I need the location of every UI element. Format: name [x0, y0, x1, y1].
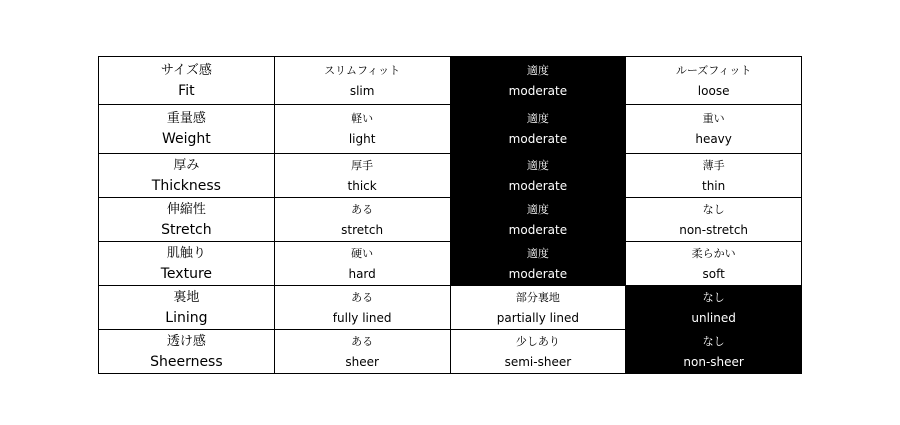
option-en: thick	[347, 178, 377, 193]
option-jp: なし	[702, 334, 725, 348]
product-spec-table	[98, 56, 802, 374]
option-en: moderate	[508, 222, 568, 237]
selected-option-cell	[626, 330, 802, 374]
row-label-en: Thickness	[151, 177, 221, 194]
row-label-en: Fit	[178, 82, 195, 99]
option-jp: なし	[702, 290, 725, 304]
option-cell	[274, 330, 450, 374]
row-label-en: Sheerness	[150, 353, 223, 370]
row-label-jp: 肌触り	[166, 245, 206, 261]
option-cell	[626, 105, 802, 154]
option-en: slim	[349, 83, 375, 98]
option-en: semi-sheer	[504, 354, 572, 369]
option-en: moderate	[508, 178, 568, 193]
row-label-en: Stretch	[161, 221, 212, 238]
option-jp: 部分裏地	[515, 290, 560, 304]
row-label-jp: 透け感	[166, 333, 206, 349]
option-cell	[450, 286, 626, 330]
option-jp: 軽い	[351, 112, 374, 125]
option-en: moderate	[508, 266, 568, 281]
option-cell	[274, 105, 450, 154]
option-cell	[626, 198, 802, 242]
row-label-cell	[99, 330, 275, 374]
option-cell	[274, 57, 450, 105]
option-jp: 適度	[526, 202, 549, 216]
row-label-jp: サイズ感	[160, 62, 212, 78]
row-label-cell	[99, 105, 275, 154]
spec-row-texture	[99, 242, 802, 286]
option-en: moderate	[508, 83, 568, 98]
spec-row-thickness	[99, 154, 802, 198]
option-en: stretch	[341, 222, 384, 237]
option-en: loose	[697, 83, 730, 98]
spec-row-weight	[99, 105, 802, 154]
row-label-cell	[99, 154, 275, 198]
option-jp: ある	[351, 202, 374, 216]
row-label-jp: 裏地	[173, 289, 200, 305]
selected-option-cell	[450, 105, 626, 154]
option-en: light	[348, 132, 376, 146]
spec-row-stretch	[99, 198, 802, 242]
option-cell	[626, 57, 802, 105]
option-jp: ある	[351, 290, 374, 304]
option-jp: 適度	[526, 158, 549, 172]
selected-option-cell	[450, 198, 626, 242]
selected-option-cell	[450, 242, 626, 286]
selected-option-cell	[626, 286, 802, 330]
option-en: thin	[702, 178, 726, 193]
option-cell	[274, 286, 450, 330]
spec-row-sheerness	[99, 330, 802, 374]
option-en: unlined	[691, 310, 736, 325]
spec-row-lining	[99, 286, 802, 330]
option-jp: 少しあり	[515, 334, 560, 348]
option-cell	[274, 198, 450, 242]
row-label-cell	[99, 198, 275, 242]
row-label-cell	[99, 286, 275, 330]
selected-option-cell	[450, 57, 626, 105]
option-jp: 薄手	[702, 158, 725, 172]
option-en: hard	[348, 266, 376, 281]
option-en: moderate	[508, 132, 568, 146]
row-label-cell	[99, 242, 275, 286]
option-cell	[274, 154, 450, 198]
option-jp: ルーズフィット	[675, 63, 752, 77]
option-jp: 適度	[526, 246, 549, 260]
option-cell	[626, 154, 802, 198]
option-en: sheer	[345, 354, 379, 369]
option-jp: なし	[702, 202, 725, 216]
selected-option-cell	[450, 154, 626, 198]
option-en: soft	[702, 266, 725, 281]
row-label-cell	[99, 57, 275, 105]
option-cell	[450, 330, 626, 374]
option-cell	[274, 242, 450, 286]
row-label-en: Weight	[161, 131, 211, 147]
row-label-jp: 厚み	[173, 157, 200, 173]
option-jp: 適度	[526, 112, 549, 125]
option-jp: スリムフィット	[324, 63, 401, 77]
option-cell	[626, 242, 802, 286]
option-jp: ある	[351, 334, 374, 348]
row-label-en: Lining	[165, 309, 208, 326]
spec-row-fit	[99, 57, 802, 105]
row-label-jp: 伸縮性	[166, 201, 206, 217]
option-en: fully lined	[332, 310, 392, 325]
option-en: non-sheer	[683, 354, 744, 369]
option-jp: 適度	[526, 63, 549, 77]
option-jp: 柔らかい	[691, 246, 736, 260]
option-en: heavy	[695, 132, 732, 146]
option-jp: 硬い	[351, 246, 374, 260]
row-label-en: Texture	[160, 265, 212, 282]
option-en: non-stretch	[679, 222, 749, 237]
option-en: partially lined	[496, 310, 579, 325]
option-jp: 厚手	[351, 158, 374, 172]
row-label-jp: 重量感	[166, 111, 206, 126]
option-jp: 重い	[702, 112, 725, 125]
